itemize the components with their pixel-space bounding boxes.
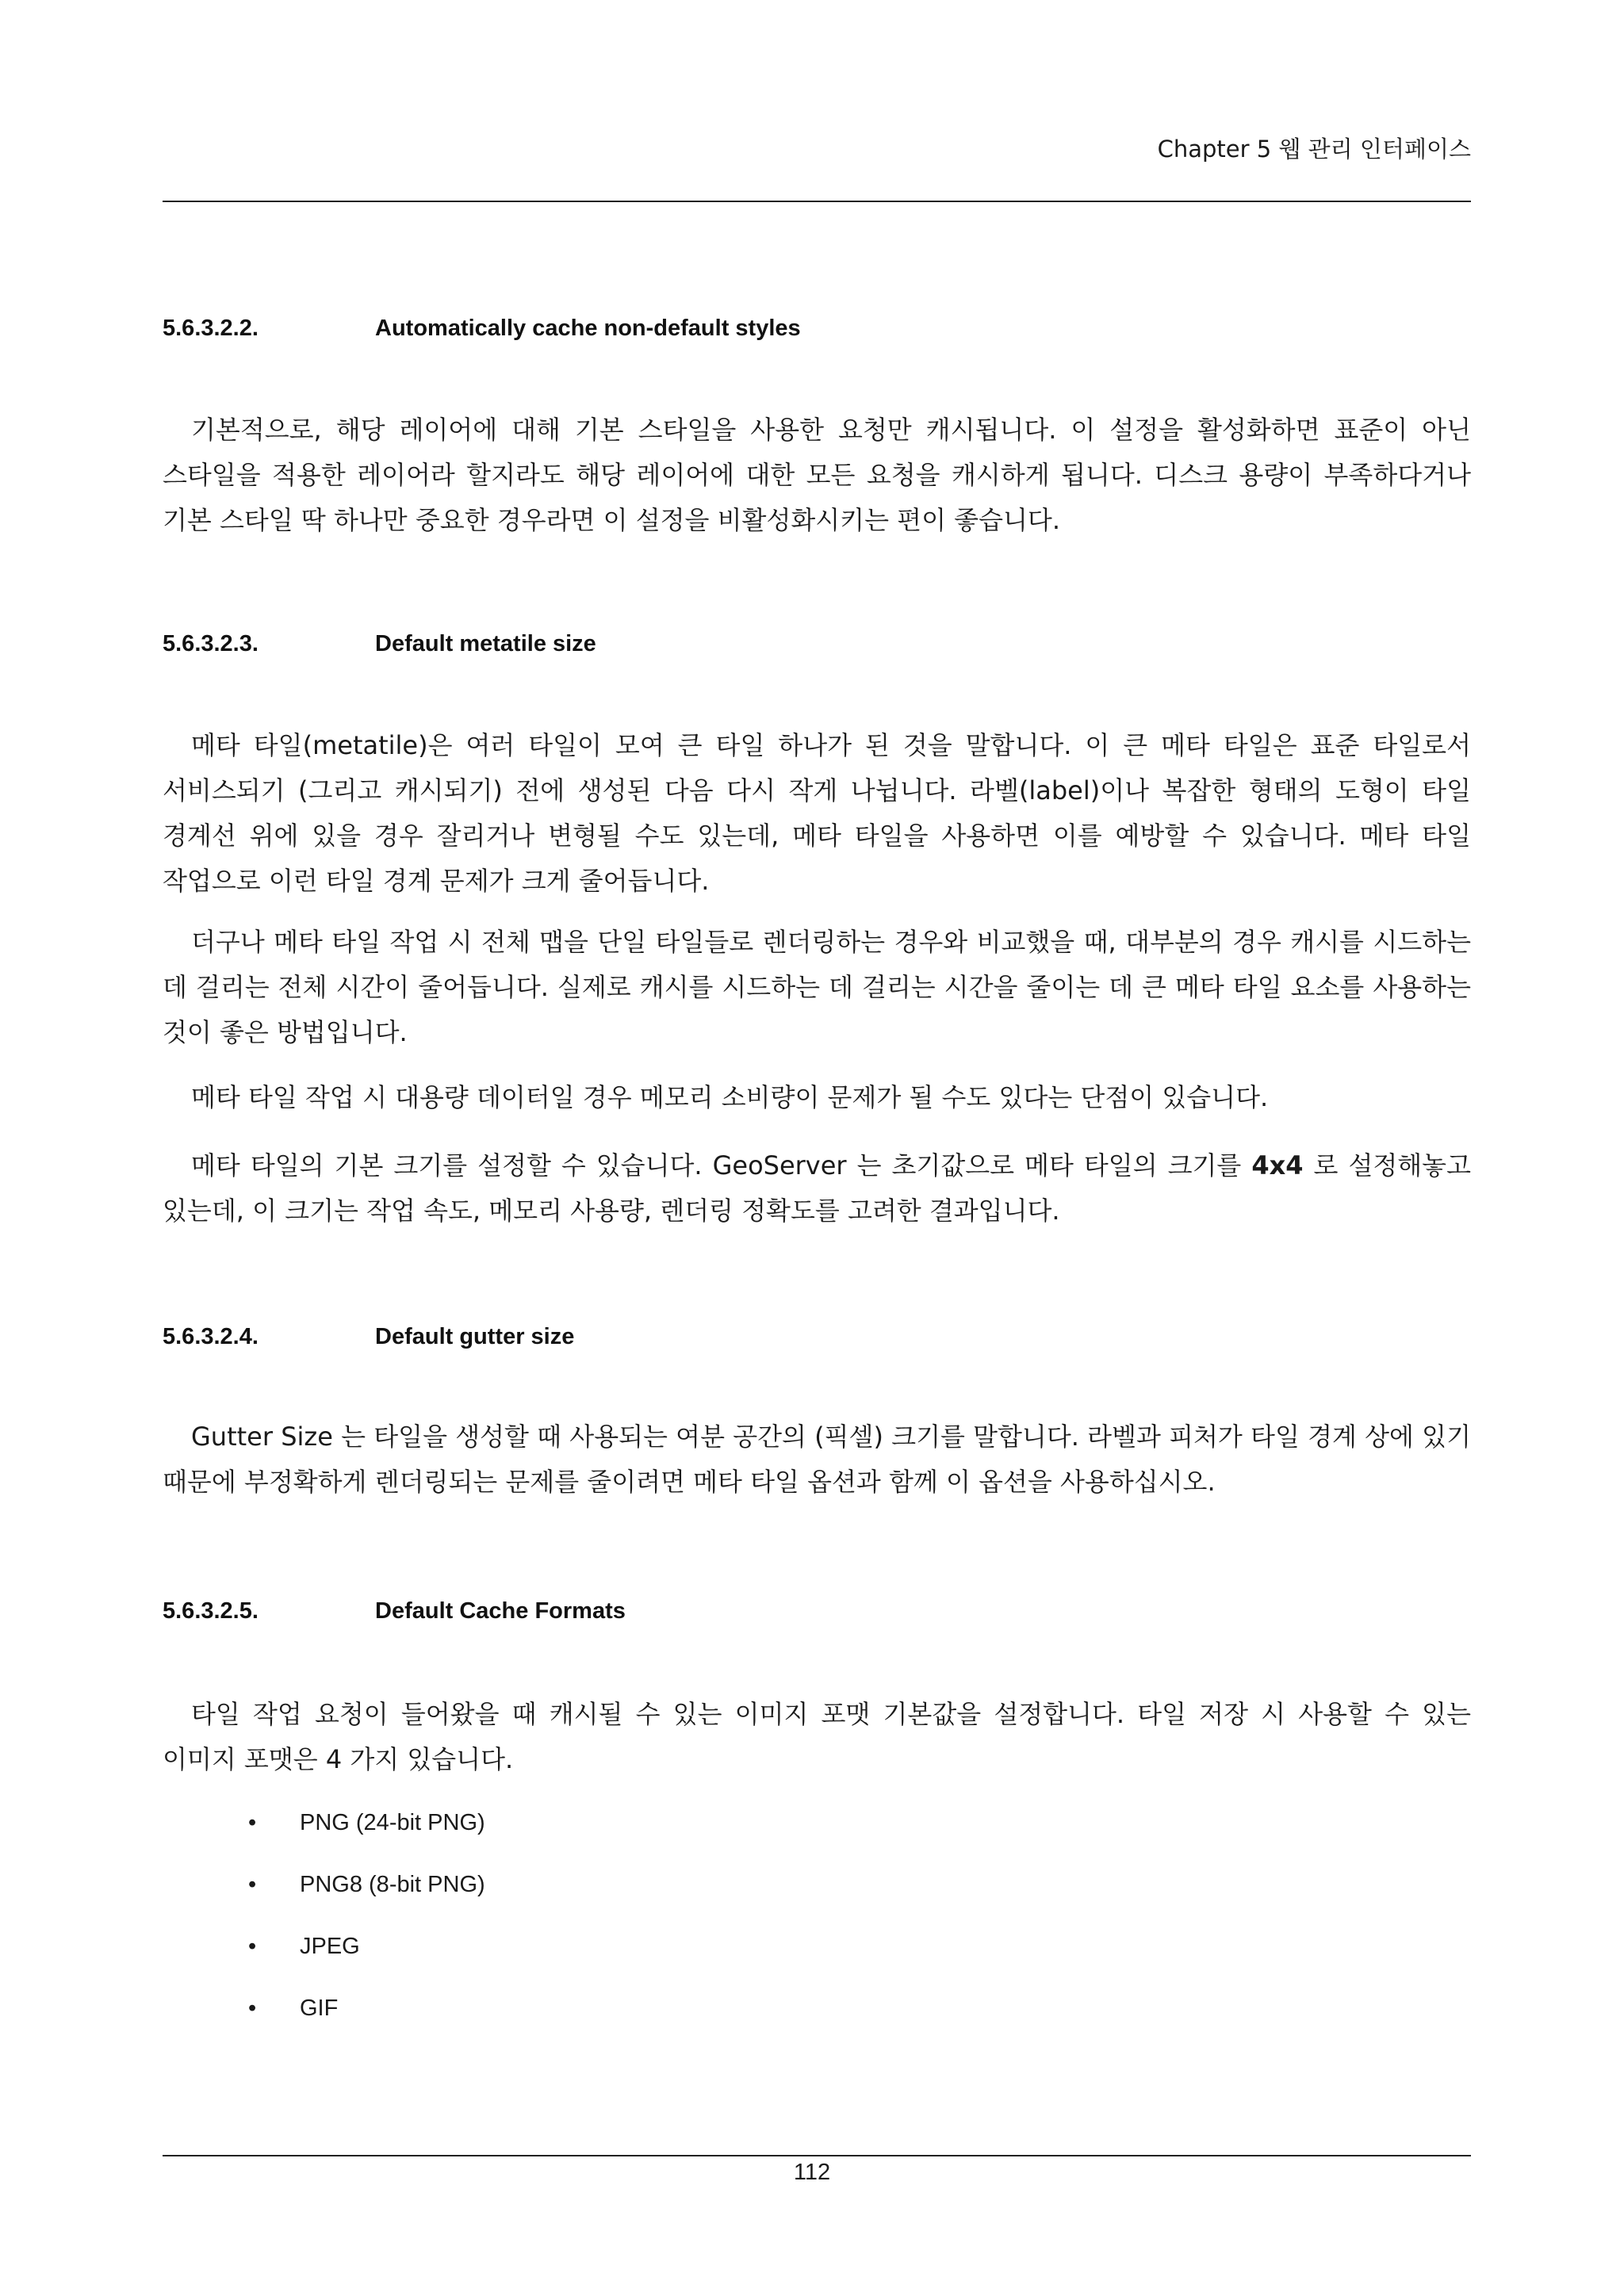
section-title: Automatically cache non-default styles — [375, 316, 801, 341]
section-title: Default gutter size — [375, 1324, 575, 1349]
bullet-icon: • — [248, 1810, 257, 1835]
section-title: Default metatile size — [375, 631, 596, 656]
body-paragraph: Gutter Size 는 타일을 생성할 때 사용되는 여분 공간의 (픽셀) 크기를 말합니다. 라벨과 피처가 타일 경계 상에 있기 때문에 부정확하게 렌더링되는 문제를 줄이려면 메타 타일 옵션과 함께 이 옵션을 사용하십시오. — [163, 1422, 1471, 1497]
list-item-label: PNG8 (8-bit PNG) — [300, 1872, 485, 1897]
body-paragraph — [163, 1143, 1471, 1234]
page-number: 112 — [793, 2160, 831, 2185]
body-paragraph: 메타 타일 작업 시 대용량 데이터일 경우 메모리 소비량이 문제가 될 수도 있다는 단점이 있습니다. — [191, 1082, 1269, 1112]
metatile-size-value: 4x4 — [1251, 1150, 1304, 1181]
body-paragraph: 타일 작업 요청이 들어왔을 때 캐시될 수 있는 이미지 포맷 기본값을 설정합니다. 타일 저장 시 사용할 수 있는 이미지 포맷은 4 가지 있습니다. — [163, 1699, 1471, 1774]
bullet-icon: • — [248, 1934, 257, 1959]
list-item — [163, 1931, 1471, 1992]
bullet-icon: • — [248, 1872, 257, 1897]
section-number: 5.6.3.2.5. — [163, 1598, 259, 1624]
bullet-icon: • — [248, 1996, 257, 2021]
section-number: 5.6.3.2.4. — [163, 1324, 259, 1349]
text-run: 메타 타일의 기본 크기를 설정할 수 있습니다. GeoServer 는 초기값으로 메타 타일의 크기를 — [191, 1150, 1252, 1181]
text-run: 로 설정해놓고 있는데, 이 크기는 작업 속도, 메모리 사용량, 렌더링 정확도를 고려한 결과입니다. — [163, 1150, 1472, 1226]
section-title: Default Cache Formats — [375, 1598, 626, 1624]
format-list — [163, 1807, 1471, 2054]
body-paragraph: 메타 타일(metatile)은 여러 타일이 모여 큰 타일 하나가 된 것을 말합니다. 이 큰 메타 타일은 표준 타일로서 서비스되기 (그리고 캐시되기) 전에 생성된 다음 다시 작게 나뉩니다. 라벨(label)이나 복잡한 형태의 도형이 타일 경계선 위에 있을 경우 잘리거나 변형될 수도 있는데, 메타 타일을 사용하면 이를 예방할 수 있습니다. 메타 타일 작업으로 이런 타일 경계 문제가 크게 줄어듭니다. — [163, 730, 1471, 896]
section-number: 5.6.3.2.2. — [163, 316, 259, 341]
list-item-label: PNG (24-bit PNG) — [300, 1810, 485, 1835]
list-item — [163, 1869, 1471, 1931]
header-divider — [163, 201, 1471, 202]
list-item — [163, 1992, 1471, 2054]
body-paragraph: 더구나 메타 타일 작업 시 전체 맵을 단일 타일들로 렌더링하는 경우와 비교했을 때, 대부분의 경우 캐시를 시드하는 데 걸리는 전체 시간이 줄어듭니다. 실제로 캐시를 시드하는 데 걸리는 시간을 줄이는 데 큰 메타 타일 요소를 사용하는 것이 좋은 방법입니다. — [163, 927, 1471, 1047]
list-item — [163, 1807, 1471, 1869]
page-header: Chapter 5 웹 관리 인터페이스 — [1157, 136, 1471, 163]
list-item-label: JPEG — [300, 1934, 360, 1959]
list-item-label: GIF — [300, 1996, 339, 2021]
section-number: 5.6.3.2.3. — [163, 631, 259, 656]
body-paragraph: 기본적으로, 해당 레이어에 대해 기본 스타일을 사용한 요청만 캐시됩니다. 이 설정을 활성화하면 표준이 아닌 스타일을 적용한 레이어라 할지라도 해당 레이어에 대한 모든 요청을 캐시하게 됩니다. 디스크 용량이 부족하다거나 기본 스타일 딱 하나만 중요한 경우라면 이 설정을 비활성화시키는 편이 좋습니다. — [163, 415, 1471, 535]
